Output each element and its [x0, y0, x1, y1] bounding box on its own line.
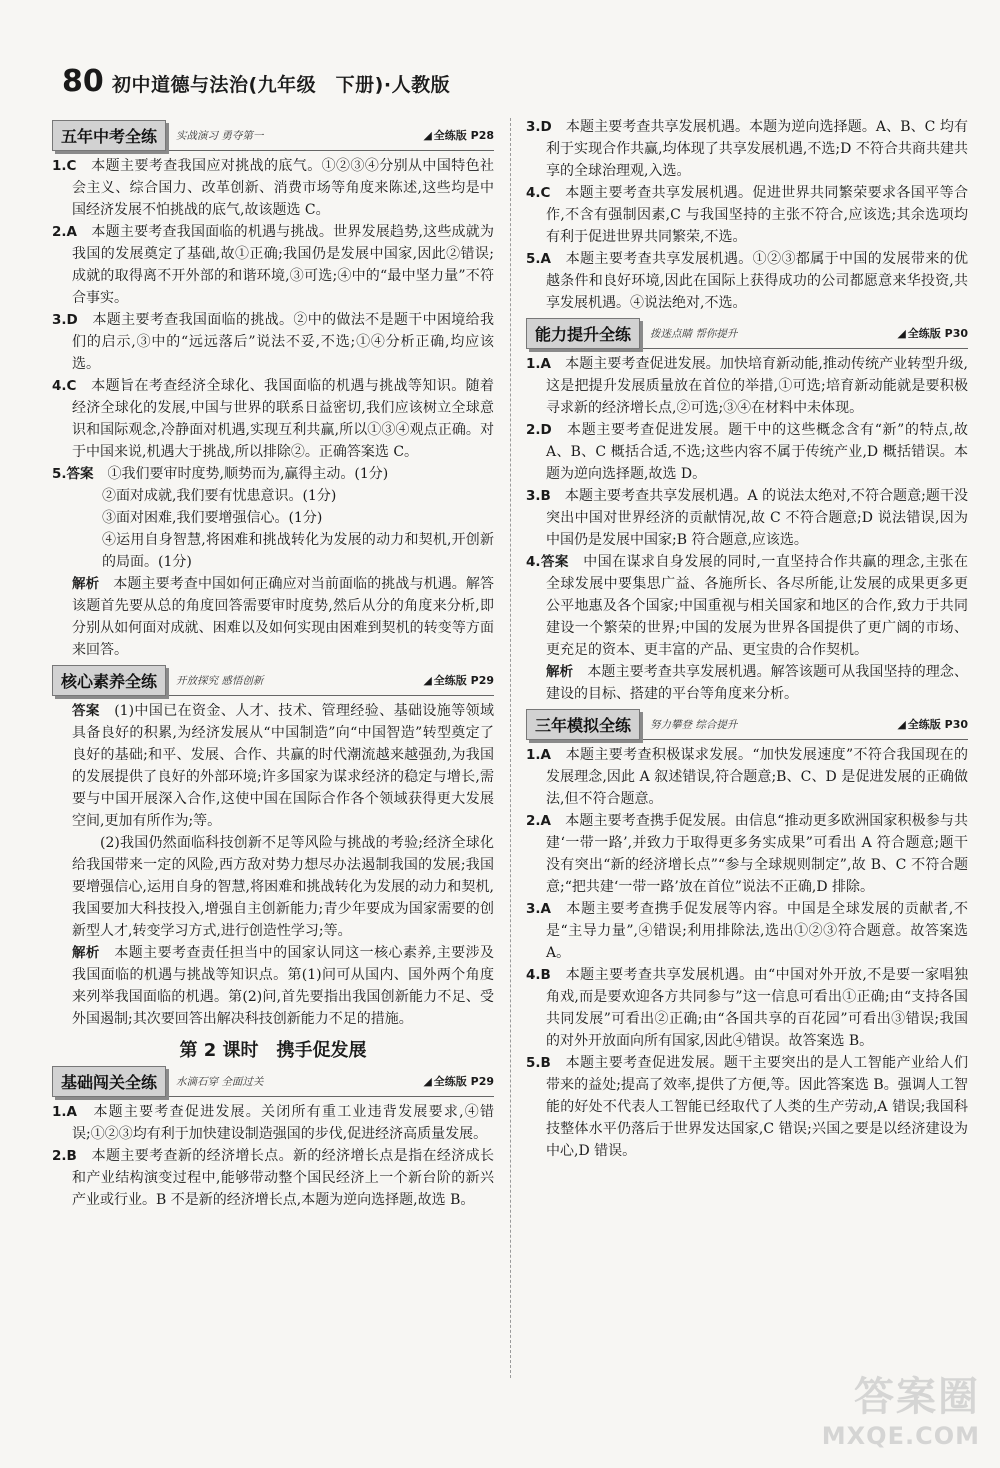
- section-title: 能力提升全练: [526, 318, 640, 349]
- answer-item: 4.答案 中国在谋求自身发展的同时,一直坚持合作共赢的理念,主张在全球发展中要集思广益、各施所长、各尽所能,让发展的成果更多更公平地惠及各个国家;中国重视与相关国家和地区的合作,致力于共同建设一个繁荣的世界;中国的发展为世界各国提供了更广阔的市场、更充足的资本、更丰富的产品、更宝贵的合作契机。: [526, 554, 968, 658]
- answer-item: 5.答案 ①我们要审时度势,顺势而为,赢得主动。(1分): [52, 466, 389, 482]
- section-ref: ◢ 全练版 P30: [897, 718, 968, 731]
- section-subtitle: 努力攀登 综合提升: [650, 718, 738, 731]
- answer-point: ④运用自身智慧,将困难和挑战转化为发展的动力和契机,开创新的局面。(1分): [102, 532, 494, 570]
- send-arrow-icon: ◢: [423, 674, 432, 687]
- section-subtitle: 拨迷点睛 帮你提升: [650, 327, 738, 340]
- section-ref: ◢ 全练版 P30: [897, 327, 968, 340]
- send-arrow-icon: ◢: [423, 129, 432, 142]
- answer-item: 3.B 本题主要考查共享发展机遇。A 的说法太绝对,不符合题意;题干没突出中国对世界经济的贡献情况,故 C 不符合题意;D 说法错误,因为中国仍是发展中国家;B 符合题意,应该选。: [526, 488, 968, 548]
- analysis: 解析 本题主要考查共享发展机遇。解答该题可从我国坚持的理念、建设的目标、搭建的平台等角度来分析。: [546, 664, 969, 702]
- answer-paragraph: 答案 (1)中国已在资金、人才、技术、管理经验、基础设施等领域具备良好的积累,为经济发展从“中国制造”向“中国智造”转型奠定了良好的基础;和平、发展、合作、共赢的时代潮流越来越强劲,为我国的发展提供了良好的外部环境;许多国家为谋求经济的稳定与增长,需要与中国开展深入合作,这使中国在国际合作各个领域获得更大发展空间,更加有所作为;等。: [72, 703, 494, 829]
- answer-item: 2.A 本题主要考查携手促发展。由信息“推动更多欧洲国家积极参与共建‘一带一路’,并致力于取得更多务实成果”可看出 A 符合题意;题干没有突出“新的经济增长点”“参与全球规则制定”,故 B、C 不符合题意;“把共建‘一带一路’放在首位”说法不正确,D 排除。: [526, 813, 969, 895]
- answer-item: 1.C 本题主要考查我国应对挑战的底气。①②③④分别从中国特色社会主义、综合国力、改革创新、消费市场等角度来陈述,这些均是中国经济发展不怕挑战的底气,故该题选 C。: [52, 158, 495, 218]
- answer-item: 5.A 本题主要考查共享发展机遇。①②③都属于中国的发展带来的优越条件和良好环境,因此在国际上获得成功的公司都愿意来华投资,共享发展机遇。④说法绝对,不选。: [526, 251, 969, 311]
- book-title: 初中道德与法治(九年级 下册)·人教版: [112, 74, 451, 96]
- section-subtitle: 实战演习 勇夺第一: [176, 129, 264, 142]
- answer-item: 2.B 本题主要考查新的经济增长点。新的经济增长点是指在经济成长和产业结构演变过程中,能够带动整个国民经济上一个新台阶的新兴产业或行业。B 不是新的经济增长点,本题为逆向选择题,故选 B。: [52, 1148, 495, 1208]
- section-subtitle: 水滴石穿 全面过关: [176, 1075, 264, 1088]
- section-title: 五年中考全练: [52, 120, 166, 151]
- send-arrow-icon: ◢: [897, 327, 906, 340]
- answer-item: 1.A 本题主要考查促进发展。关闭所有重工业违背发展要求,④错误;①②③均有利于加快建设制造强国的步伐,促进经济高质量发展。: [52, 1104, 494, 1142]
- section-title: 核心素养全练: [52, 665, 166, 696]
- answer-item: 2.A 本题主要考查我国面临的机遇与挑战。世界发展趋势,这些成就为我国的发展奠定了基础,故①正确;我国仍是发展中国家,因此②错误;成就的取得离不开外部的和谐环境,③可选;④中的“最中坚力量”不符合事实。: [52, 224, 494, 306]
- answer-item: 3.D 本题主要考查共享发展机遇。本题为逆向选择题。A、B、C 均有利于实现合作共赢,均体现了共享发展机遇,不选;D 不符合共商共建共享的全球治理观,入选。: [526, 119, 969, 179]
- answer-item: 2.D 本题主要考查促进发展。题干中的这些概念含有“新”的特点,故 A、B、C 概括合适,不选;这些内容不属于传统产业,D 概括错误。本题为逆向选择题,故选 D。: [526, 422, 969, 482]
- column-divider: [510, 118, 511, 1378]
- right-column: [526, 116, 968, 1162]
- answer-point: ②面对成就,我们要有忧患意识。(1分): [102, 488, 337, 504]
- answer-item: 3.A 本题主要考查携手促发展等内容。中国是全球发展的贡献者,不是“主导力量”,④错误;利用排除法,选出①②③符合题意。故答案选 A。: [526, 901, 968, 961]
- section-header-basic: [52, 1066, 494, 1097]
- left-column: [52, 116, 494, 1211]
- answer-item: 4.B 本题主要考查共享发展机遇。由“中国对外开放,不是要一家唱独角戏,而是要欢迎各方共同参与”这一信息可看出①正确;由“支持各国共同发展”可看出②正确;由“各国共享的百花园”可看出③错误;我国的对外开放面向所有国家,因此④错误。故答案选 B。: [526, 967, 968, 1049]
- answer-item: 4.C 本题主要考查共享发展机遇。促进世界共同繁荣要求各国平等合作,不含有强制因素,C 与我国坚持的主张不符合,应该选;其余选项均有利于促进世界共同繁荣,不选。: [526, 185, 969, 245]
- answer-item: 4.C 本题旨在考查经济全球化、我国面临的机遇与挑战等知识。随着经济全球化的发展,中国与世界的联系日益密切,我们应该树立全球意识和国际观念,冷静面对机遇,实现互利共赢,所以①③④观点正确。对于中国来说,机遇大于挑战,所以排除②。正确答案选 C。: [52, 378, 495, 460]
- answer-point: ③面对困难,我们要增强信心。(1分): [102, 510, 323, 526]
- answer-item: 5.B 本题主要考查促进发展。题干主要突出的是人工智能产业给人们带来的益处;提高了效率,提供了方便,等。因此答案选 B。强调人工智能的好处不代表人工智能已经取代了人类的生产劳动,A 错误;我国科技整体水平仍落后于世界发达国家,C 错误;兴国之要是以经济建设为中心,D 错误。: [526, 1055, 969, 1159]
- section-header-three-year: [526, 709, 968, 740]
- send-arrow-icon: ◢: [897, 718, 906, 731]
- page-number: 80: [62, 64, 104, 99]
- analysis: 解析 本题主要考查责任担当中的国家认同这一核心素养,主要涉及我国面临的机遇与挑战等知识点。第(1)问可从国内、国外两个角度来列举我国面临的机遇。第(2)问,首先要指出我国创新能力不足、受外国遏制;其次要回答出解决科技创新能力不足的措施。: [72, 945, 495, 1027]
- lesson-title: 第 2 课时 携手促发展: [179, 1040, 367, 1061]
- watermark-site: MXQE.COM: [821, 1422, 980, 1450]
- section-subtitle: 开放探究 感悟创新: [176, 674, 264, 687]
- section-title: 基础闯关全练: [52, 1066, 166, 1097]
- site-watermark: [822, 1365, 980, 1450]
- section-header-core: [52, 665, 494, 696]
- answer-item: 1.A 本题主要考查促进发展。加快培育新动能,推动传统产业转型升级,这是把提升发展质量放在首位的举措,①可选;培育新动能就是要积极寻求新的经济增长点,②可选;③④在材料中未体现。: [526, 356, 968, 416]
- answer-item: 1.A 本题主要考查积极谋求发展。“加快发展速度”不符合我国现在的发展理念,因此 A 叙述错误,符合题意;B、C、D 是促进发展的正确做法,但不符合题意。: [526, 747, 968, 807]
- section-title: 三年模拟全练: [526, 709, 640, 740]
- section-header-five-year: [52, 120, 494, 151]
- section-ref: ◢ 全练版 P28: [423, 129, 494, 142]
- section-ref: ◢ 全练版 P29: [423, 1075, 494, 1088]
- answer-paragraph: (2)我国仍然面临科技创新不足等风险与挑战的考验;经济全球化给我国带来一定的风险,西方敌对势力想尽办法遏制我国的发展;我国要增强信心,运用自身的智慧,将困难和挑战转化为发展的动力和契机,我国要加大科技投入,增强自主创新能力;青少年要成为国家需要的创新型人才,转变学习方式,进行创造性学习;等。: [72, 835, 494, 939]
- send-arrow-icon: ◢: [423, 1075, 432, 1088]
- watermark-logo: 答案圈: [854, 1374, 980, 1420]
- answer-item: 3.D 本题主要考查我国面临的挑战。②中的做法不是题干中困境给我们的启示,③中的“远远落后”说法不妥,不选;①④分析正确,均应该选。: [52, 312, 495, 372]
- section-ref: ◢ 全练版 P29: [423, 674, 494, 687]
- page-header: [0, 0, 1000, 112]
- section-header-ability: [526, 318, 968, 349]
- analysis: 解析 本题主要考查中国如何正确应对当前面临的挑战与机遇。解答该题首先要从总的角度回答需要审时度势,然后从分的角度来分析,即分别从如何面对成就、困难以及如何实现由困难到契机的转变等方面来回答。: [72, 576, 495, 658]
